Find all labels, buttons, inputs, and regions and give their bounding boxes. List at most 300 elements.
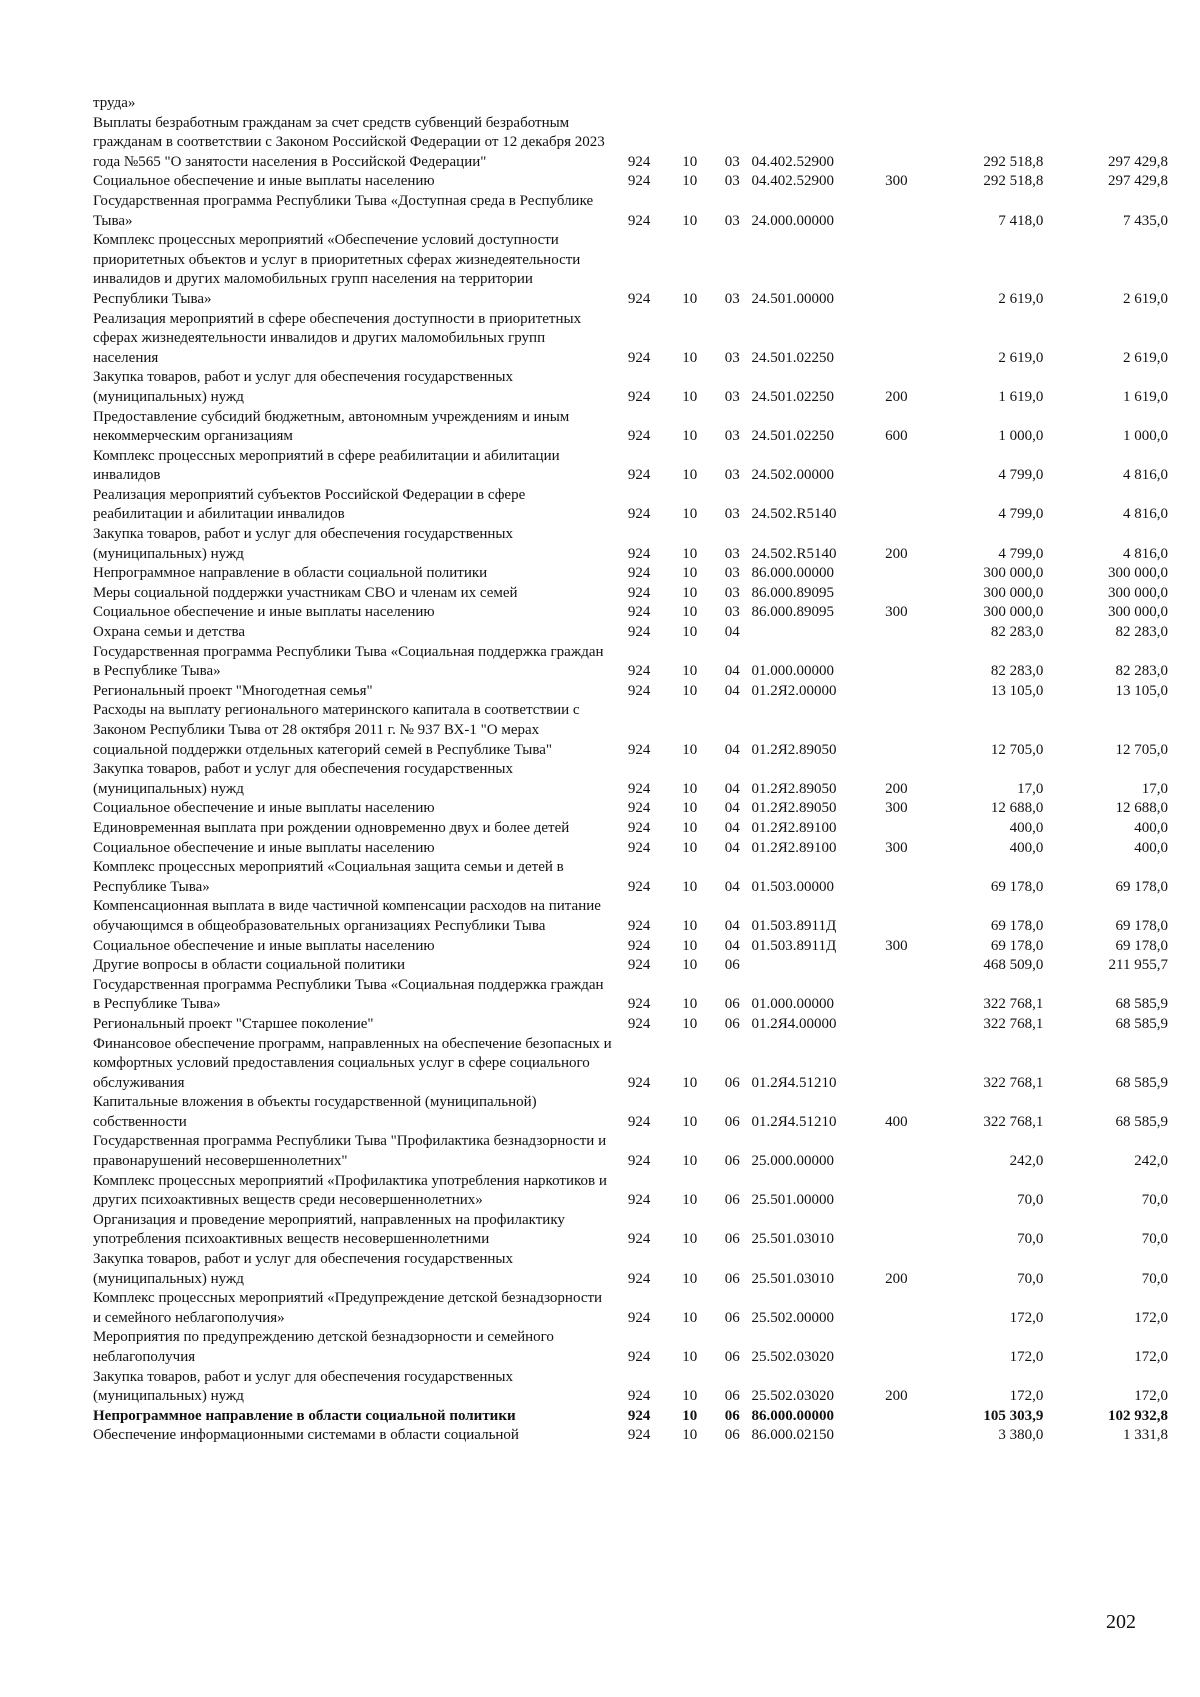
budget-table-body: [93, 94, 1168, 1446]
grbs-code-cell: 924: [627, 780, 651, 797]
row-name-cell: Реализация мероприятий субъектов Российской Федерации в сфере реабилитации и абилитации инвалидов: [93, 486, 526, 523]
target-article-cell: 01.503.8911Д: [751, 937, 837, 954]
grbs-code-cell: 924: [627, 565, 651, 582]
amount-year1-cell: 1 000,0: [998, 428, 1044, 445]
row-name-cell: Предоставление субсидий бюджетным, автономным учреждениям и иным некоммерческим организациям: [93, 408, 570, 445]
target-article-cell: 01.2Я2.89050: [751, 780, 837, 797]
table-row: [93, 231, 1168, 309]
expense-type-cell: [871, 858, 922, 897]
expense-type-cell: 300: [885, 839, 908, 856]
amount-year2-cell: 70,0: [1141, 1231, 1168, 1248]
amount-year2-cell: 82 283,0: [1115, 624, 1168, 641]
amount-year2-cell: 70,0: [1141, 1192, 1168, 1209]
table-row: [93, 1250, 1168, 1289]
grbs-code-cell: 924: [627, 819, 651, 836]
amount-year1-cell: 172,0: [1009, 1349, 1044, 1365]
table-row: [93, 799, 1168, 819]
table-row: [93, 564, 1168, 584]
row-name-cell: Региональный проект "Многодетная семья": [93, 682, 373, 699]
amount-year2-cell: 70,0: [1141, 1270, 1168, 1287]
section-code-cell: 10: [682, 996, 698, 1013]
amount-year2-cell: 400,0: [1134, 839, 1168, 856]
subsection-code-cell: 06: [724, 957, 740, 974]
expense-type-cell: [871, 94, 922, 114]
grbs-code-cell: 924: [627, 428, 651, 445]
grbs-code-cell: 924: [627, 624, 651, 641]
grbs-code-cell: 924: [627, 388, 651, 405]
subsection-code-cell: 03: [724, 212, 740, 229]
grbs-code-cell: 924: [627, 1231, 651, 1248]
amount-year2-cell: 1 619,0: [1123, 388, 1168, 405]
target-article-cell: 25.000.00000: [751, 1153, 835, 1170]
expense-type-cell: 200: [885, 1270, 908, 1287]
table-row: [93, 94, 1168, 114]
grbs-code-cell: 924: [627, 1074, 651, 1091]
amount-year1-cell: 12 705,0: [990, 741, 1044, 758]
row-name-cell: Капитальные вложения в объекты государственной (муниципальной) собственности: [93, 1094, 537, 1130]
section-code-cell: 10: [682, 624, 698, 641]
subsection-code-cell: 06: [724, 1113, 740, 1130]
expense-type-cell: 400: [885, 1113, 908, 1130]
amount-year1-cell: 300 000,0: [983, 565, 1044, 582]
target-article-cell: [752, 956, 872, 976]
section-code-cell: 10: [682, 663, 698, 680]
grbs-code-cell: 924: [627, 1015, 651, 1032]
row-name-cell: Охрана семьи и детства: [93, 624, 246, 641]
target-article-cell: 86.000.00000: [751, 565, 835, 582]
row-name-cell: Закупка товаров, работ и услуг для обеспечения государственных (муниципальных) нужд: [93, 1251, 514, 1287]
subsection-code-cell: 06: [724, 1074, 740, 1091]
expense-type-cell: 200: [885, 1388, 908, 1405]
subsection-code-cell: 04: [724, 937, 740, 954]
target-article-cell: 86.000.89095: [751, 604, 835, 621]
subsection-code-cell: 06: [724, 1231, 740, 1248]
grbs-code-cell: 924: [627, 663, 651, 680]
section-code-cell: 10: [682, 545, 698, 562]
row-name-cell: Социальное обеспечение и иные выплаты населению: [93, 604, 435, 621]
amount-year2-cell: 102 932,8: [1108, 1407, 1168, 1424]
row-name-cell: Закупка товаров, работ и услуг для обеспечения государственных (муниципальных) нужд: [93, 761, 514, 797]
amount-year2-cell: 1 331,8: [1123, 1427, 1168, 1444]
subsection-code-cell: 03: [724, 506, 740, 523]
grbs-code-cell: 924: [627, 290, 651, 307]
amount-year1-cell: 300 000,0: [983, 584, 1044, 601]
grbs-code-cell: 924: [627, 506, 651, 523]
grbs-code-cell: 924: [627, 1113, 651, 1130]
amount-year2-cell: 69 178,0: [1115, 937, 1168, 954]
row-name-cell: Расходы на выплату регионального материнского капитала в соответствии с Законом Республики Тыва от 28 октября 2011 г. № 937 ВХ-1 "О мерах социальной поддержки отдельных категорий семей в Республике Тыва": [93, 702, 580, 758]
table-row: [93, 897, 1168, 936]
grbs-code-cell: 924: [627, 173, 651, 190]
table-row: [93, 584, 1168, 604]
table-row: [93, 603, 1168, 623]
section-code-cell: 10: [682, 388, 698, 405]
row-name-cell: Непрограммное направление в области социальной политики: [93, 1407, 516, 1424]
subsection-code-cell: 06: [724, 1153, 740, 1170]
table-row: [93, 1426, 1168, 1446]
grbs-code-cell: 924: [627, 996, 651, 1013]
amount-year2-cell: 300 000,0: [1108, 584, 1168, 601]
amount-year1-cell: 70,0: [1017, 1192, 1044, 1209]
amount-year1-cell: 172,0: [1009, 1388, 1044, 1405]
grbs-code-cell: 924: [627, 349, 651, 366]
target-article-cell: 24.501.02250: [751, 428, 835, 445]
amount-year2-cell: 69 178,0: [1115, 917, 1168, 934]
subsection-code-cell: 04: [724, 663, 740, 680]
target-article-cell: 86.000.00000: [751, 1407, 835, 1424]
subsection-code-cell: 03: [724, 349, 740, 366]
amount-year2-cell: 12 688,0: [1115, 800, 1168, 817]
section-code-cell: 10: [682, 917, 698, 934]
target-article-cell: 01.2Я2.89100: [751, 839, 837, 856]
target-article-cell: 25.501.03010: [751, 1270, 835, 1287]
section-code-cell: 10: [682, 1015, 698, 1032]
amount-year2-cell: [1043, 94, 1168, 114]
grbs-code-cell: 924: [627, 682, 651, 699]
amount-year2-cell: 300 000,0: [1108, 604, 1168, 621]
table-row: [93, 172, 1168, 192]
expense-type-cell: [871, 1328, 922, 1367]
grbs-code-cell: 924: [627, 741, 651, 758]
subsection-code-cell: 03: [724, 545, 740, 562]
section-code-cell: 10: [682, 1427, 698, 1444]
target-article-cell: 01.2Я2.89050: [751, 741, 837, 758]
section-code-cell: 10: [682, 604, 698, 621]
grbs-code-cell: [612, 94, 667, 114]
grbs-code-cell: 924: [627, 1427, 651, 1444]
subsection-code-cell: 06: [724, 1407, 740, 1424]
expense-type-cell: [871, 623, 922, 643]
section-code-cell: 10: [682, 1113, 698, 1130]
table-row: [93, 760, 1168, 799]
table-row: [93, 1093, 1168, 1132]
amount-year2-cell: 297 429,8: [1108, 153, 1168, 170]
amount-year2-cell: 4 816,0: [1123, 545, 1168, 562]
amount-year1-cell: 4 799,0: [998, 467, 1044, 484]
target-article-cell: 01.2Я4.51210: [751, 1113, 837, 1130]
row-name-cell: Социальное обеспечение и иные выплаты населению: [93, 839, 435, 856]
page-number: 202: [1106, 1611, 1136, 1633]
section-code-cell: 10: [682, 565, 698, 582]
section-code-cell: 10: [682, 1388, 698, 1405]
table-row: [93, 682, 1168, 702]
table-row: [93, 1035, 1168, 1094]
section-code-cell: 10: [682, 212, 698, 229]
subsection-code-cell: 03: [724, 584, 740, 601]
row-name-cell: Меры социальной поддержки участникам СВО и членам их семей: [93, 584, 518, 601]
grbs-code-cell: 924: [627, 1407, 651, 1424]
amount-year1-cell: 4 799,0: [998, 506, 1044, 523]
subsection-code-cell: 04: [724, 624, 740, 641]
subsection-code-cell: 03: [724, 153, 740, 170]
expense-type-cell: [871, 956, 922, 976]
section-code-cell: 10: [682, 506, 698, 523]
amount-year2-cell: 300 000,0: [1108, 565, 1168, 582]
amount-year2-cell: 172,0: [1134, 1309, 1168, 1326]
amount-year2-cell: 242,0: [1134, 1153, 1168, 1170]
row-name-cell: Финансовое обеспечение программ, направленных на обеспечение безопасных и комфортных условий предоставления социальных услуг в сфере социального обслуживания: [93, 1035, 612, 1091]
target-article-cell: 86.000.02150: [751, 1427, 835, 1444]
amount-year2-cell: 2 619,0: [1123, 349, 1168, 366]
amount-year1-cell: 69 178,0: [990, 917, 1044, 934]
expense-type-cell: 200: [885, 388, 908, 405]
amount-year1-cell: 292 518,8: [983, 173, 1044, 190]
table-row: [93, 1211, 1168, 1250]
row-name-cell: Социальное обеспечение и иные выплаты населению: [93, 800, 435, 817]
amount-year1-cell: 7 418,0: [998, 212, 1044, 229]
section-code-cell: 10: [682, 467, 698, 484]
target-article-cell: 01.000.00000: [751, 996, 835, 1013]
section-code-cell: 10: [682, 1407, 698, 1424]
table-row: [93, 643, 1168, 682]
row-name-cell: Государственная программа Республики Тыва «Доступная среда в Республике Тыва»: [93, 192, 594, 229]
grbs-code-cell: 924: [627, 467, 651, 484]
expense-type-cell: 300: [885, 800, 908, 817]
target-article-cell: [752, 94, 872, 114]
row-name-cell: Государственная программа Республики Тыва «Социальная поддержка граждан в Республике Тыва»: [93, 976, 604, 1013]
subsection-code-cell: 04: [724, 917, 740, 934]
target-article-cell: 24.501.02250: [751, 349, 835, 366]
subsection-code-cell: 06: [724, 996, 740, 1013]
table-row: [93, 310, 1168, 369]
expense-type-cell: [871, 1172, 922, 1211]
subsection-code-cell: 06: [724, 1349, 740, 1365]
amount-year2-cell: 297 429,8: [1108, 173, 1168, 190]
row-name-cell: Комплекс процессных мероприятий «Обеспечение условий доступности приоритетных объектов и услуг в приоритетных сферах жизнедеятельности инвалидов и других маломобильных групп населения на территории Республики Тыва»: [93, 232, 581, 307]
table-row: [93, 192, 1168, 231]
table-row: [93, 1132, 1168, 1171]
target-article-cell: 01.2Я2.89050: [751, 800, 837, 817]
subsection-code-cell: 03: [724, 604, 740, 621]
table-row: [93, 1328, 1168, 1367]
grbs-code-cell: 924: [627, 1192, 651, 1209]
subsection-code-cell: 04: [724, 780, 740, 797]
grbs-code-cell: 924: [627, 545, 651, 562]
target-article-cell: 24.501.02250: [751, 388, 835, 405]
table-row: [93, 819, 1168, 839]
target-article-cell: 24.502.00000: [751, 467, 835, 484]
table-row: [93, 937, 1168, 957]
grbs-code-cell: 924: [627, 584, 651, 601]
row-name-cell: Комплекс процессных мероприятий «Профилактика употребления наркотиков и других психоактивных веществ среди несовершеннолетних»: [93, 1172, 607, 1209]
row-name-cell: Компенсационная выплата в виде частичной компенсации расходов на питание обучающимся в общеобразовательных организациях Республики Тыва: [93, 898, 601, 934]
subsection-code-cell: 04: [724, 839, 740, 856]
target-article-cell: 24.502.R5140: [751, 506, 837, 523]
expense-type-cell: [871, 819, 922, 839]
subsection-code-cell: 03: [724, 428, 740, 445]
amount-year2-cell: 7 435,0: [1123, 212, 1168, 229]
subsection-code-cell: 03: [724, 290, 740, 307]
target-article-cell: 25.502.03020: [751, 1388, 835, 1405]
row-name-cell: Мероприятия по предупреждению детской безнадзорности и семейного неблагополучия: [93, 1329, 554, 1365]
amount-year1-cell: 82 283,0: [990, 624, 1044, 641]
subsection-code-cell: 04: [724, 819, 740, 836]
target-article-cell: 25.502.03020: [751, 1349, 835, 1365]
target-article-cell: 01.2Я4.00000: [751, 1015, 837, 1032]
target-article-cell: 24.501.00000: [751, 290, 835, 307]
amount-year2-cell: 2 619,0: [1123, 290, 1168, 307]
amount-year2-cell: 172,0: [1134, 1349, 1168, 1365]
expense-type-cell: 300: [885, 604, 908, 621]
table-row: [93, 486, 1168, 525]
section-code-cell: 10: [682, 1270, 698, 1287]
table-row: [93, 956, 1168, 976]
table-row: [93, 114, 1168, 173]
grbs-code-cell: 924: [627, 1270, 651, 1287]
table-row: [93, 1289, 1168, 1328]
expense-type-cell: [871, 1407, 922, 1427]
amount-year1-cell: 400,0: [1009, 839, 1044, 856]
amount-year1-cell: 3 380,0: [998, 1427, 1044, 1444]
section-code-cell: 10: [682, 428, 698, 445]
expense-type-cell: [871, 897, 922, 936]
amount-year2-cell: 400,0: [1134, 819, 1168, 836]
target-article-cell: 01.000.00000: [751, 663, 835, 680]
grbs-code-cell: 924: [627, 153, 651, 170]
expense-type-cell: [871, 564, 922, 584]
amount-year1-cell: [922, 94, 1044, 114]
amount-year2-cell: 12 705,0: [1115, 741, 1168, 758]
expense-type-cell: [871, 1015, 922, 1035]
expense-type-cell: [871, 1426, 922, 1446]
table-row: [93, 701, 1168, 760]
amount-year2-cell: 4 816,0: [1123, 506, 1168, 523]
amount-year1-cell: 17,0: [1017, 780, 1044, 797]
subsection-code-cell: 06: [724, 1015, 740, 1032]
subsection-code-cell: 06: [724, 1309, 740, 1326]
target-article-cell: 25.502.00000: [751, 1309, 835, 1326]
expense-type-cell: [871, 1132, 922, 1171]
expense-type-cell: [871, 1211, 922, 1250]
amount-year1-cell: 322 768,1: [983, 1074, 1044, 1091]
grbs-code-cell: 924: [627, 878, 651, 895]
amount-year2-cell: 1 000,0: [1123, 428, 1168, 445]
row-name-cell: Комплекс процессных мероприятий «Социальная защита семьи и детей в Республике Тыва»: [93, 859, 564, 895]
amount-year1-cell: 2 619,0: [998, 290, 1044, 307]
subsection-code-cell: 06: [724, 1388, 740, 1405]
grbs-code-cell: 924: [627, 1153, 651, 1170]
target-article-cell: 24.000.00000: [751, 212, 835, 229]
table-row: [93, 408, 1168, 447]
grbs-code-cell: 924: [627, 1309, 651, 1326]
expense-type-cell: 300: [885, 937, 908, 954]
table-row: [93, 1172, 1168, 1211]
expense-type-cell: 300: [885, 173, 908, 190]
amount-year2-cell: 68 585,9: [1115, 1015, 1168, 1032]
row-name-cell: Другие вопросы в области социальной политики: [93, 957, 406, 974]
amount-year1-cell: 300 000,0: [983, 604, 1044, 621]
amount-year1-cell: 13 105,0: [990, 682, 1044, 699]
subsection-code-cell: 04: [724, 682, 740, 699]
amount-year1-cell: 2 619,0: [998, 349, 1044, 366]
expense-type-cell: [871, 486, 922, 525]
expense-type-cell: [871, 231, 922, 309]
section-code-cell: 10: [682, 1349, 698, 1365]
expense-type-cell: [871, 682, 922, 702]
amount-year1-cell: 400,0: [1009, 819, 1044, 836]
amount-year2-cell: 4 816,0: [1123, 467, 1168, 484]
section-code-cell: 10: [682, 1231, 698, 1248]
amount-year1-cell: 70,0: [1017, 1231, 1044, 1248]
section-code-cell: 10: [682, 839, 698, 856]
amount-year2-cell: 82 283,0: [1115, 663, 1168, 680]
subsection-code-cell: 03: [724, 467, 740, 484]
table-row: [93, 1368, 1168, 1407]
subsection-code-cell: 04: [724, 800, 740, 817]
amount-year1-cell: 4 799,0: [998, 545, 1044, 562]
amount-year1-cell: 1 619,0: [998, 388, 1044, 405]
subsection-code-cell: 03: [724, 173, 740, 190]
section-code-cell: 10: [682, 290, 698, 307]
expense-type-cell: [871, 584, 922, 604]
target-article-cell: 01.2Я2.00000: [751, 682, 837, 699]
expense-type-cell: [871, 192, 922, 231]
grbs-code-cell: 924: [627, 604, 651, 621]
row-name-cell: Региональный проект "Старшее поколение": [93, 1015, 374, 1032]
amount-year1-cell: 69 178,0: [990, 937, 1044, 954]
expense-type-cell: 600: [885, 428, 908, 445]
section-code-cell: 10: [682, 153, 698, 170]
section-code-cell: 10: [682, 957, 698, 974]
row-name-cell: Организация и проведение мероприятий, направленных на профилактику употребления психоактивных веществ несовершеннолетними: [93, 1211, 565, 1248]
section-code-cell: 10: [682, 1309, 698, 1326]
grbs-code-cell: 924: [627, 839, 651, 856]
table-row: [93, 525, 1168, 564]
amount-year2-cell: 17,0: [1141, 780, 1168, 797]
target-article-cell: 24.502.R5140: [751, 545, 837, 562]
section-code-cell: 10: [682, 1153, 698, 1170]
amount-year1-cell: 242,0: [1009, 1153, 1044, 1170]
amount-year1-cell: 172,0: [1009, 1309, 1044, 1326]
row-name-cell: Социальное обеспечение и иные выплаты населению: [93, 173, 435, 190]
row-name-cell: Социальное обеспечение и иные выплаты населению: [93, 937, 435, 954]
expense-type-cell: 200: [885, 780, 908, 797]
grbs-code-cell: 924: [627, 917, 651, 934]
table-row: [93, 839, 1168, 859]
expense-type-cell: [871, 976, 922, 1015]
amount-year2-cell: 68 585,9: [1115, 996, 1168, 1013]
row-name-cell: Закупка товаров, работ и услуг для обеспечения государственных (муниципальных) нужд: [93, 1368, 514, 1405]
row-name-cell: Единовременная выплата при рождении одновременно двух и более детей: [93, 819, 570, 836]
section-code-cell: 10: [682, 937, 698, 954]
amount-year1-cell: 69 178,0: [990, 878, 1044, 895]
row-name-cell: труда»: [93, 95, 136, 111]
amount-year2-cell: 211 955,7: [1108, 957, 1168, 974]
amount-year2-cell: 69 178,0: [1115, 878, 1168, 895]
row-name-cell: Выплаты безработным гражданам за счет средств субвенций безработным гражданам в соответствии с Законом Российской Федерации от 12 декабря 2023 года №565 "О занятости населения в Российской Федерации": [93, 114, 605, 170]
target-article-cell: [752, 623, 872, 643]
row-name-cell: Обеспечение информационными системами в области социальной: [93, 1427, 519, 1444]
subsection-code-cell: 06: [724, 1427, 740, 1444]
section-code-cell: [666, 94, 713, 114]
section-code-cell: 10: [682, 780, 698, 797]
subsection-code-cell: 06: [724, 1192, 740, 1209]
section-code-cell: 10: [682, 819, 698, 836]
row-name-cell: Государственная программа Республики Тыва "Профилактика безнадзорности и правонарушений несовершеннолетних": [93, 1133, 607, 1170]
subsection-code-cell: 06: [724, 1270, 740, 1287]
amount-year1-cell: 322 768,1: [983, 1015, 1044, 1032]
row-name-cell: Комплекс процессных мероприятий «Предупреждение детской безнадзорности и семейного неблагополучия»: [93, 1290, 603, 1326]
row-name-cell: Комплекс процессных мероприятий в сфере реабилитации и абилитации инвалидов: [93, 447, 560, 484]
grbs-code-cell: 924: [627, 800, 651, 817]
amount-year2-cell: 13 105,0: [1115, 682, 1168, 699]
table-row: [93, 368, 1168, 407]
section-code-cell: 10: [682, 349, 698, 366]
target-article-cell: 01.503.00000: [751, 878, 835, 895]
expense-type-cell: [871, 310, 922, 369]
amount-year2-cell: 68 585,9: [1115, 1113, 1168, 1130]
subsection-code-cell: 03: [724, 565, 740, 582]
